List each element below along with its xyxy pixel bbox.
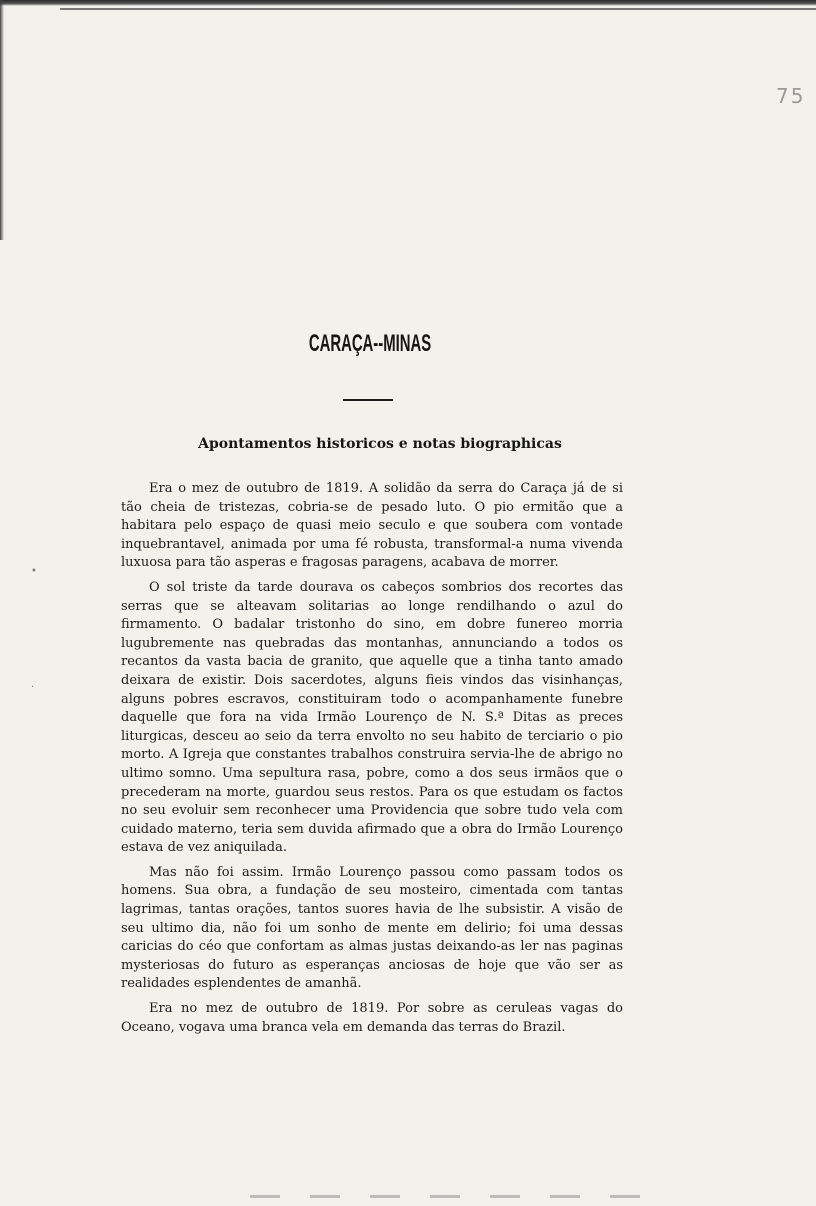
footer-bleed-marks	[250, 1195, 650, 1198]
top-border-line	[60, 8, 816, 10]
title-divider	[343, 399, 393, 401]
paragraph: Era o mez de outubro de 1819. A solidão da serra do Caraça já de si tão cheia de tristezas, cobria-se de pesado luto. O pio ermitão que a habitara pelo espaço de quasi meio seculo e que soubera com vontade inquebrantavel, animada por uma fé robusta, transformal-a numa vivenda luxuosa para tão asperas e fragosas paragens, acabava de morrer.	[121, 481, 623, 571]
paragraph: O sol triste da tarde dourava os cabeços sombrios dos recortes das serras que se alteavam solitarias ao longe rendilhando o azul do firmamento. O badalar tristonho do sino, em dobre funereo morria lugubremente nas quebradas das montanhas, annunciando a todos os recantos da vasta bacia de granito, que aquelle que a tinha tanto amado deixara de existir. Dois sacerdotes, alguns fieis vindos das visinhanças, alguns pobres escravos, constituiram todo o acompanhamente funebre daquelle que fora na vida Irmão Lourenço de N. S.ª Ditas as preces liturgicas, desceu ao seio da terra envolto no seu habito de terciario o pio morto. A Igreja que constantes trabalhos construira servia-lhe de abrigo no ultimo somno. Uma sepultura rasa, pobre, como a dos seus irmãos que o precederam na morte, guardou seus restos. Para os que estudam os factos no seu evoluir sem reconhecer uma Providencia que sobre tudo vela com cuidado materno, teria sem duvida afirmado que a obra do Irmão Lourenço estava de vez aniquilada.	[121, 579, 623, 856]
paragraph: Mas não foi assim. Irmão Lourenço passou como passam todos os homens. Sua obra, a fundação de seu mosteiro, cimentada com tantas lagrimas, tantas orações, tantos suores havia de lhe subsistir. A visão de seu ultimo dia, não foi um sonho de mente em delirio; foi uma dessas caricias do céo que confortam as almas justas deixando-as ler nas paginas mysteriosas do futuro as esperanças anciosas de hoje que vão ser as realidades esplendentes de amanhã.	[121, 864, 623, 992]
margin-speck: ·	[31, 682, 35, 693]
body-text	[121, 480, 623, 1043]
top-border	[0, 0, 816, 6]
page-number-mark: 75	[776, 84, 806, 108]
left-edge-shadow	[0, 0, 4, 240]
page-title: CARAÇA--MINAS	[308, 330, 432, 357]
page-subtitle: Apontamentos historicos e notas biographicas	[198, 436, 562, 452]
paragraph: Era no mez de outubro de 1819. Por sobre as ceruleas vagas do Oceano, vogava uma branca vela em demanda das terras do Brazil.	[121, 1001, 623, 1035]
margin-speck: •	[31, 566, 37, 577]
